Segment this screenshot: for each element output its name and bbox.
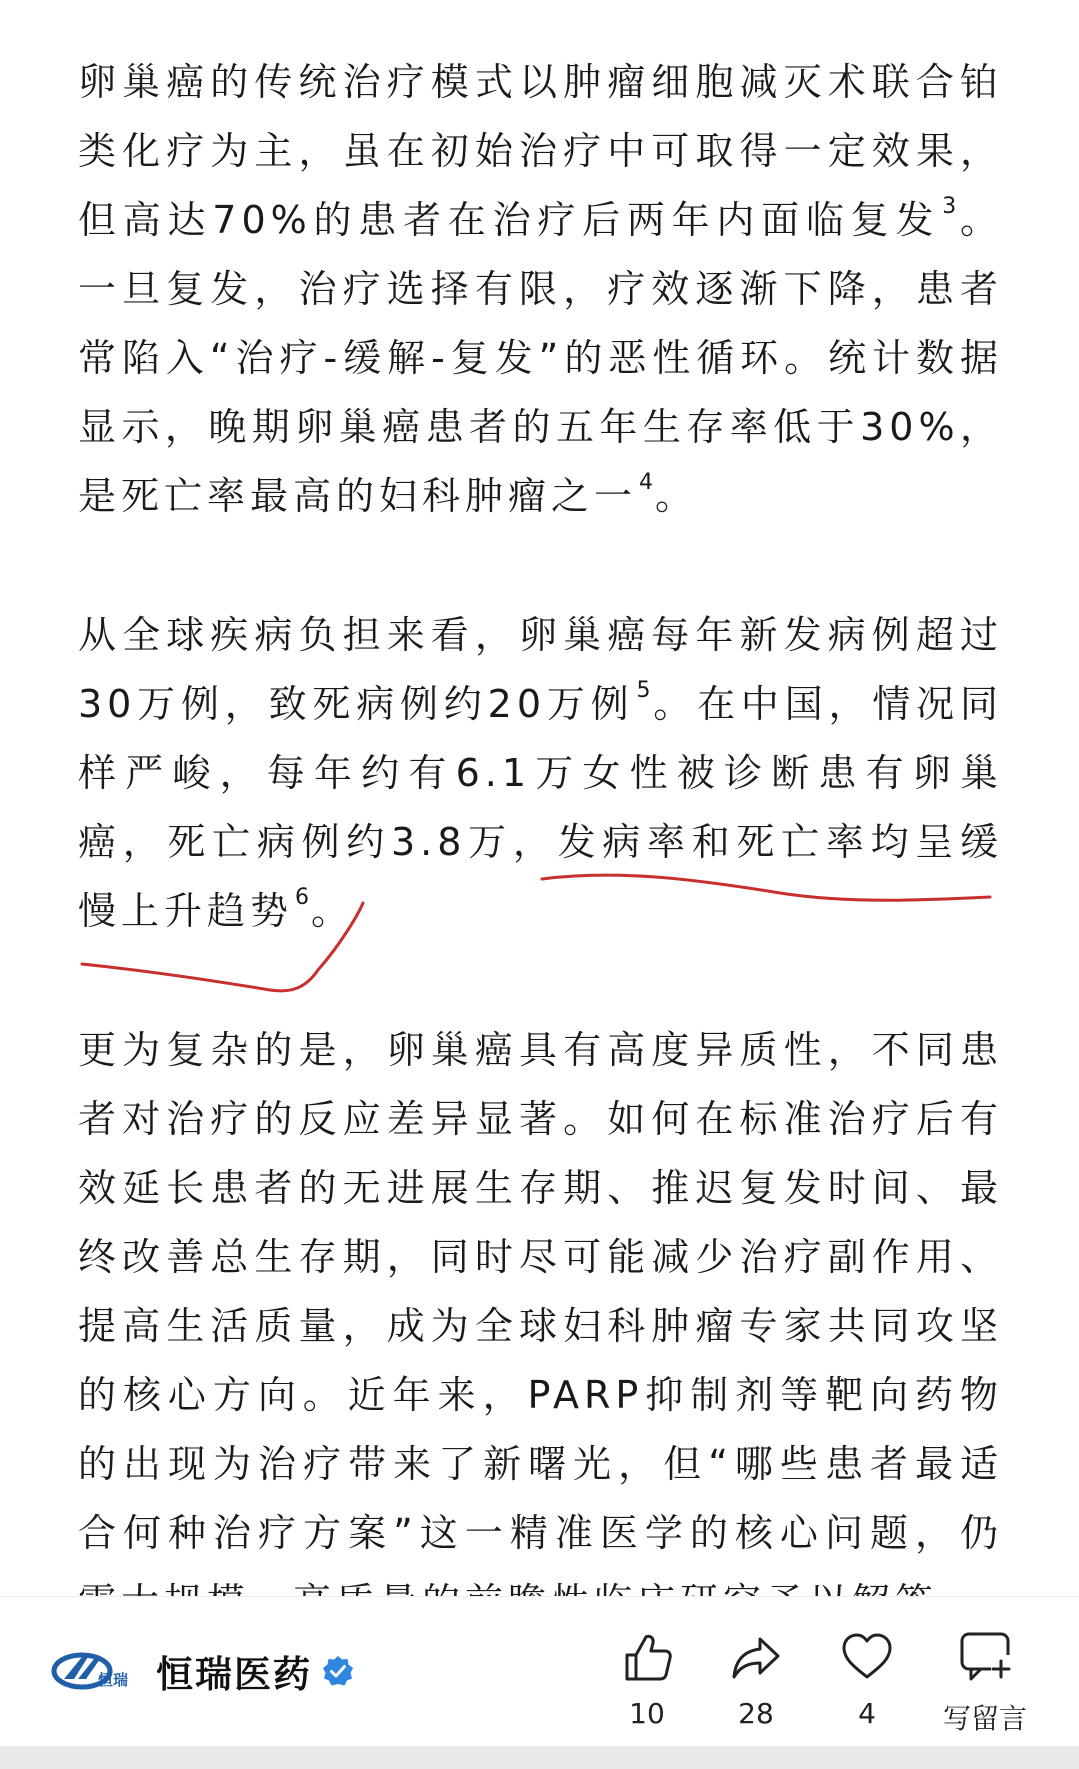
- favorite-count: 4: [858, 1697, 876, 1730]
- like-count: 10: [629, 1697, 665, 1730]
- favorite-button[interactable]: [817, 1629, 917, 1730]
- citation-6[interactable]: 6: [295, 885, 310, 911]
- system-navigation-strip: [0, 1746, 1079, 1769]
- paragraph-recurrence: 卵巢癌的传统治疗模式以肿瘤细胞减灭术联合铂类化疗为主，虽在初始治疗中可取得一定效果，但高达70%的患者在治疗后两年内面临复发$^3$。一旦复发，治疗选择有限，疗效逐渐下降，患者常陷入“治疗-缓解-复发”的恶性循环。统计数据显示，晚期卵巢癌患者的五年生存率低于30%，是死亡率最高的妇科肿瘤之一$^4$。: [78, 60, 1003, 518]
- paragraph-heterogeneity: 更为复杂的是，卵巢癌具有高度异质性，不同患者对治疗的反应差异显著。如何在标准治疗后有效延长患者的无进展生存期、推迟复发时间、最终改善总生存期，同时尽可能减少治疗副作用、提高生活质量，成为全球妇科肿瘤专家共同攻坚的核心方向。近年来，PARP抑制剂等靶向药物的出现为治疗带来了新曙光，但“哪些患者最适合何种治疗方案”这一精准医学的核心问题，仍: [78, 1028, 1003, 1555]
- thumbs-up-icon: [619, 1629, 675, 1685]
- hengrui-logo-icon: [52, 1649, 132, 1693]
- bottom-action-bar: [0, 1596, 1079, 1747]
- write-comment-button[interactable]: [920, 1629, 1050, 1737]
- account-info[interactable]: [52, 1641, 354, 1701]
- citation-3[interactable]: 3: [942, 194, 957, 220]
- share-count: 28: [738, 1697, 774, 1730]
- citation-5[interactable]: 5: [636, 678, 651, 704]
- comment-label: 写留言: [942, 1702, 1027, 1735]
- share-button[interactable]: [706, 1629, 806, 1730]
- logo-text: 恒瑞: [98, 1671, 129, 1689]
- brand-name[interactable]: 恒瑞医药: [156, 1653, 312, 1696]
- citation-4[interactable]: 4: [639, 470, 654, 496]
- comment-plus-icon: [957, 1629, 1013, 1685]
- paragraph-burden: 从全球疾病负担来看，卵巢癌每年新发病例超过30万例，致死病例约20万例$^5$。在中国，情况同样严峻，每年约有6.1万女性被诊断患有卵巢癌，死亡病例约3.8万，发病率和死亡率均呈缓慢上升趋势$^6$。: [78, 613, 1003, 933]
- verified-badge-icon: [322, 1655, 354, 1687]
- like-button[interactable]: [597, 1629, 697, 1730]
- article-body: [78, 48, 1003, 1590]
- heart-icon: [839, 1629, 895, 1685]
- share-icon: [728, 1629, 784, 1685]
